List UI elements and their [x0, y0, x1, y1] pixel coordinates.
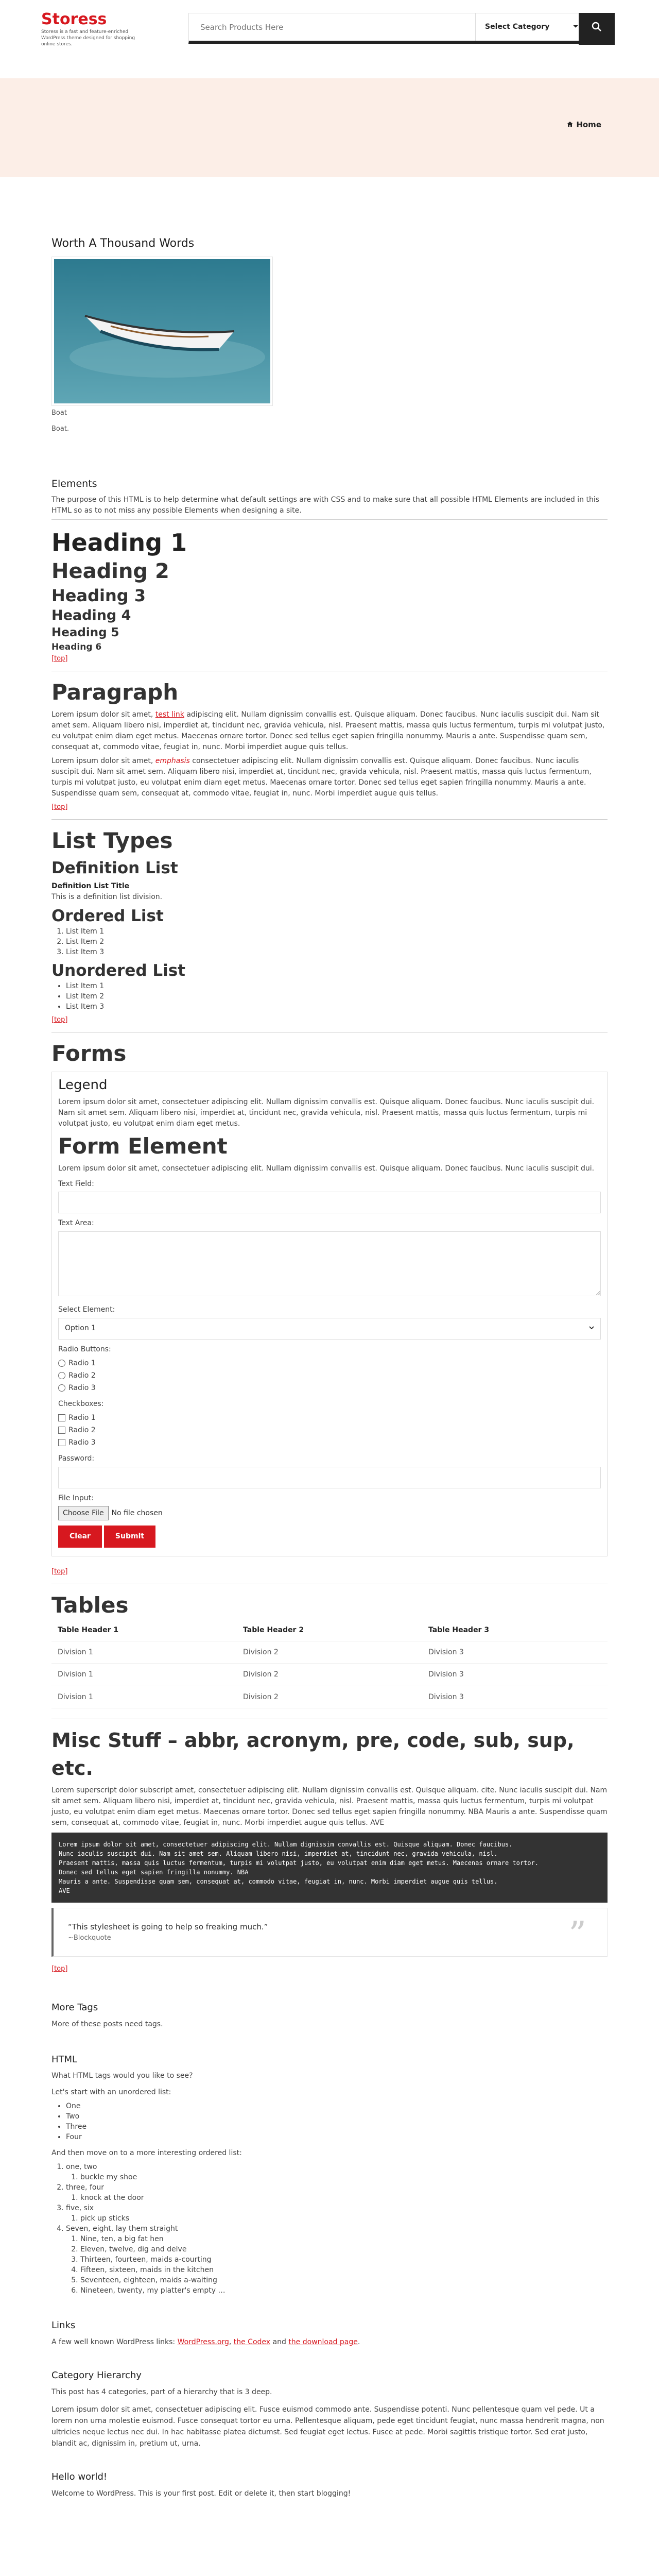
heading-2: Heading 2	[51, 560, 169, 584]
download-link[interactable]: the download page	[288, 2338, 358, 2347]
clear-button[interactable]: Clear	[58, 1526, 102, 1547]
breadcrumb-home[interactable]: Home	[576, 120, 601, 129]
chevron-down-icon	[589, 1323, 594, 1334]
tables-heading: Tables	[51, 1592, 129, 1618]
codex-link[interactable]: the Codex	[233, 2338, 271, 2347]
post-body: A few well known WordPress links: WordPress.org, the Codex and the download page.	[51, 2338, 360, 2347]
checkbox-label: Checkboxes:	[58, 1399, 104, 1408]
table-cell: Division 2	[237, 1686, 422, 1708]
unordered-list-heading: Unordered List	[51, 961, 185, 980]
table-cell: Division 1	[51, 1664, 237, 1686]
quote-icon: ”	[568, 1914, 586, 1956]
paragraph-2: Lorem ipsum dolor sit amet, emphasis consectetuer adipiscing elit. Nullam dignissim convallis est. Quisque aliquam. Donec faucibus. Nunc iaculis suscipit dui. Nam sit amet sem. Aliquam libero nisi, imperdiet at, tincidunt nec, gravida vehicula, nisl. Praesent mattis, massa quis luctus fermentum, turpis mi volutpat justo, eu volutpat enim diam eget metus. Maecenas ornare tortor. Donec sed tellus eget sapien fringilla nonummy. Mauris a ante. Suspendisse quam sem, consequat at, commodo vitae, feugiat in, nunc. Morbi imperdiet augue quis tellus.	[51, 756, 592, 798]
table-cell: Division 1	[51, 1641, 237, 1664]
text-area-label: Text Area:	[58, 1219, 94, 1228]
heading-1: Heading 1	[51, 529, 187, 557]
code-block: Lorem ipsum dolor sit amet, consectetuer adipiscing elit. Nullam dignissim convallis est. Quisque aliquam. Donec faucibus. Nunc iaculis suscipit dui. Nam sit amet sem. Aliquam libero nisi, imperdiet at, tincidunt nec, gravida vehicula, nisl. Praesent mattis, massa quis luctus fermentum, turpis mi volutpat justo, eu volutpat enim diam eget metus. Maecenas ornare tortor. Donec sed tellus eget sapien fringilla nonummy. NBA Mauris a ante. Suspendisse quam sem, consequat at, commodo vitae, feugiat in, nunc. Morbi imperdiet augue quis tellus. AVE	[51, 1833, 608, 1903]
list-item: 1. Nine, ten, a big fat hen	[80, 2234, 608, 2244]
post-html	[51, 2053, 608, 2296]
post-body: And then move on to a more interesting ordered list:	[51, 2149, 242, 2158]
list-item: 3. Thirteen, fourteen, maids a-courting	[80, 2255, 608, 2265]
list-item: 5. Seventeen, eighteen, maids a-waiting	[80, 2275, 608, 2285]
table-header: Table Header 1	[51, 1619, 237, 1641]
data-table	[51, 1619, 608, 1709]
quote-text: “This stylesheet is going to help so freaking much.”	[68, 1922, 268, 1932]
ordered-list	[51, 926, 608, 957]
category-select-label: Select Category	[485, 23, 550, 31]
form-element-heading: Form Element	[58, 1133, 228, 1159]
list-item: 1. pick up sticks	[80, 2213, 608, 2224]
text-area[interactable]	[58, 1231, 601, 1296]
definition-title: Definition List Title	[51, 882, 130, 890]
post-body: This post has 4 categories, part of a hierarchy that is 3 deep.	[51, 2388, 272, 2396]
quote-cite: ~Blockquote	[68, 1934, 111, 1942]
list-item: 1. buckle my shoe	[80, 2172, 608, 2182]
post-worth-thousand-words	[51, 234, 608, 435]
password-label: Password:	[58, 1454, 95, 1463]
list-item: 4. Seven, eight, lay them straight 1. Nine, ten, a big fat hen 2. Eleven, twelve, dig and delve 3. Thirteen, fourteen, maids a-courting 4. Fifteen, sixteen, maids in the kitchen 5. Seventeen, eighteen, maids a-waiting 6. Nineteen, twenty, my platter's empty …	[66, 2224, 608, 2296]
list-types-heading: List Types	[51, 827, 173, 853]
misc-heading: Misc Stuff – abbr, acronym, pre, code, sub, sup, etc.	[51, 1729, 575, 1780]
top-link[interactable]: [top]	[51, 1965, 68, 1973]
blockquote	[51, 1908, 608, 1957]
table-header: Table Header 2	[237, 1619, 422, 1641]
post-links	[51, 2318, 608, 2348]
checkbox-3[interactable]: Radio 3	[58, 1436, 601, 1449]
page-banner	[0, 78, 659, 177]
list-item: 2. List Item 2	[66, 937, 608, 947]
select-value: Option 1	[65, 1324, 96, 1333]
breadcrumb[interactable]	[566, 118, 601, 131]
post-body: Let's start with an unordered list:	[51, 2088, 171, 2097]
password-field[interactable]	[58, 1467, 601, 1488]
html-ordered-list	[51, 2162, 608, 2296]
main-content	[51, 234, 608, 2499]
html-unordered-list	[51, 2101, 608, 2142]
list-item: 1. one, two 1. buckle my shoe	[66, 2162, 608, 2182]
table-header-row	[51, 1619, 608, 1641]
misc-text: Lorem superscript dolor subscript amet, consectetuer adipiscing elit. Nullam dignissim convallis est. Quisque aliquam. cite. Nunc iaculis suscipit dui. Nam sit amet sem. Aliquam libero nisi, imperdiet at, tincidunt nec, gravida vehicula, nisl. Praesent mattis, massa quis luctus fermentum, turpis mi volutpat justo, eu volutpat enim diam eget metus. Maecenas ornare tortor. Donec sed tellus eget sapien fringilla nonummy. NBA Mauris a ante. Suspendisse quam sem, consequat at, commodo vitae, feugiat in, nunc. Morbi imperdiet augue quis tellus. AVE	[51, 1786, 608, 1827]
heading-3: Heading 3	[51, 586, 146, 606]
logo-tagline: Storess is a fast and feature-enriched WordPress theme designed for shopping online stores.	[41, 29, 135, 47]
heading-5: Heading 5	[51, 626, 119, 640]
table-row	[51, 1664, 608, 1686]
definition-description: This is a definition list division.	[51, 893, 163, 902]
post-title[interactable]: Elements	[51, 478, 97, 489]
checkbox-2[interactable]: Radio 2	[58, 1424, 601, 1436]
test-link[interactable]: test link	[155, 710, 184, 719]
list-item: • List Item 1	[66, 981, 608, 991]
radio-1[interactable]: Radio 1	[58, 1357, 601, 1369]
divider	[51, 519, 608, 520]
ordered-list-heading: Ordered List	[51, 907, 164, 926]
definition-list-heading: Definition List	[51, 858, 178, 877]
post-body: Boat.	[51, 425, 70, 433]
post-hello-world	[51, 2470, 608, 2499]
post-body: Welcome to WordPress. This is your first post. Edit or delete it, then start blogging!	[51, 2489, 351, 2498]
chevron-down-icon	[573, 21, 578, 32]
table-cell: Division 2	[237, 1664, 422, 1686]
top-link[interactable]: [top]	[51, 655, 68, 663]
post-title[interactable]: More Tags	[51, 2002, 98, 2013]
list-item: 2. three, four 1. knock at the door	[66, 2182, 608, 2203]
file-label: File Input:	[58, 1494, 94, 1502]
image-caption: Boat	[51, 409, 67, 417]
post-elements	[51, 476, 608, 1975]
heading-6: Heading 6	[51, 642, 102, 653]
category-select[interactable]	[475, 13, 589, 41]
post-body: More of these posts need tags.	[51, 2020, 163, 2028]
search-input[interactable]	[189, 13, 475, 41]
post-category-hierarchy	[51, 2368, 608, 2449]
post-title[interactable]: Links	[51, 2320, 76, 2331]
table-cell: Division 3	[422, 1686, 608, 1708]
table-cell: Division 3	[422, 1664, 608, 1686]
site-logo[interactable]	[41, 11, 149, 47]
list-item: • Four	[66, 2132, 608, 2142]
table-cell: Division 1	[51, 1686, 237, 1708]
text-field-label: Text Field:	[58, 1179, 94, 1188]
heading-4: Heading 4	[51, 607, 131, 624]
radio-label: Radio Buttons:	[58, 1345, 111, 1353]
paragraph-1: Lorem ipsum dolor sit amet, test link adipiscing elit. Nullam dignissim convallis est. Quisque aliquam. Donec faucibus. Nunc iaculis suscipit dui. Nam sit amet sem. Aliquam libero nisi, imperdiet at, tincidunt nec, gravida vehicula, nisl. Praesent mattis, massa quis luctus fermentum, turpis mi volutpat justo, eu volutpat enim diam eget metus. Maecenas ornare tortor. Donec sed tellus eget sapien fringilla nonummy. Mauris a ante. Suspendisse quam sem, consequat at, commodo vitae, feugiat in, nunc. Morbi imperdiet augue quis tellus.	[51, 710, 605, 751]
top-link[interactable]: [top]	[51, 803, 68, 811]
elements-intro: The purpose of this HTML is to help determine what default settings are with CSS and to make sure that all possible HTML Elements are included in this HTML so as to not miss any possible Elements when designing a site.	[51, 496, 600, 515]
post-title[interactable]: Category Hierarchy	[51, 2370, 142, 2381]
list-item: 1. knock at the door	[80, 2193, 608, 2203]
form-legend: Legend	[58, 1077, 108, 1093]
legend-text: Lorem ipsum dolor sit amet, consectetuer adipiscing elit. Nullam dignissim convallis est. Quisque aliquam. Donec faucibus. Nunc iaculis suscipit dui. Nam sit amet sem. Aliquam libero nisi, imperdiet at, tincidunt nec, gravida vehicula, nisl. Praesent mattis, massa quis luctus fermentum, turpis mi volutpat justo, eu volutpat enim diam eget metus.	[58, 1097, 595, 1128]
post-title[interactable]: Hello world!	[51, 2471, 108, 2482]
table-row	[51, 1686, 608, 1708]
logo-title[interactable]: Storess	[41, 10, 107, 28]
list-item: 4. Fifteen, sixteen, maids in the kitchen	[80, 2265, 608, 2275]
table-row	[51, 1641, 608, 1664]
post-title[interactable]: HTML	[51, 2054, 78, 2065]
search-button[interactable]	[579, 13, 615, 45]
form-actions	[58, 1526, 601, 1547]
unordered-list	[51, 981, 608, 1012]
list-item: • Three	[66, 2122, 608, 2132]
radio-2[interactable]: Radio 2	[58, 1369, 601, 1382]
search-icon	[592, 22, 602, 36]
form-fieldset	[51, 1072, 608, 1556]
site-header	[0, 0, 659, 59]
paragraph-heading: Paragraph	[51, 679, 179, 705]
checkbox-1[interactable]: Radio 1	[58, 1412, 601, 1424]
select-label: Select Element:	[58, 1306, 115, 1314]
submit-button[interactable]: Submit	[104, 1526, 155, 1547]
list-item: • One	[66, 2101, 608, 2111]
choose-file-button[interactable]: Choose File	[58, 1506, 109, 1520]
list-item: • Two	[66, 2111, 608, 2122]
list-item: 1. List Item 1	[66, 926, 608, 937]
table-header: Table Header 3	[422, 1619, 608, 1641]
list-item: 2. Eleven, twelve, dig and delve	[80, 2244, 608, 2255]
radio-3[interactable]: Radio 3	[58, 1382, 601, 1394]
list-item: 3. five, six 1. pick up sticks	[66, 2203, 608, 2224]
text-field[interactable]	[58, 1192, 601, 1213]
top-link[interactable]: [top]	[51, 1567, 68, 1575]
file-input[interactable]	[58, 1506, 601, 1520]
list-item: • List Item 2	[66, 991, 608, 1002]
post-body: Lorem ipsum dolor sit amet, consectetuer adipiscing elit. Fusce euismod commodo ante. Suspendisse potenti. Nunc pellentesque quam vel pede. Ut a lorem non urna molestie euismod. Fusce consequat tortor eu urna. Pellentesque aliquam, pede eget tincidunt feugiat, nunc massa hendrerit magna, non ultricies neque lectus nec dui. In hac habitasse platea dictumst. Sed feugiat eget lectus. Fusce at pede. Morbi sagittis tristique tortor. Sed erat justo, blandit ac, dignissim in, pretium ut, urna.	[51, 2405, 604, 2448]
list-item: • List Item 3	[66, 1002, 608, 1012]
emphasis-text: emphasis	[155, 756, 190, 765]
top-link[interactable]: [top]	[51, 1016, 68, 1024]
post-title[interactable]: Worth A Thousand Words	[51, 237, 195, 250]
boat-image	[51, 257, 273, 406]
list-item: 6. Nineteen, twenty, my platter's empty …	[80, 2285, 608, 2296]
table-cell: Division 2	[237, 1641, 422, 1664]
post-more-tags	[51, 2001, 608, 2030]
select-element[interactable]	[58, 1318, 601, 1340]
forms-heading: Forms	[51, 1040, 127, 1066]
wordpress-link[interactable]: WordPress.org	[177, 2338, 229, 2347]
post-body: What HTML tags would you like to see?	[51, 2072, 193, 2080]
form-element-text: Lorem ipsum dolor sit amet, consectetuer adipiscing elit. Nullam dignissim convallis est. Quisque aliquam. Donec faucibus. Nunc iaculis suscipit dui.	[58, 1164, 595, 1173]
home-icon	[566, 120, 576, 129]
list-item: 3. List Item 3	[66, 947, 608, 957]
file-status: No file chosen	[111, 1509, 163, 1518]
search-bar	[188, 13, 590, 44]
divider	[51, 819, 608, 820]
table-cell: Division 3	[422, 1641, 608, 1664]
